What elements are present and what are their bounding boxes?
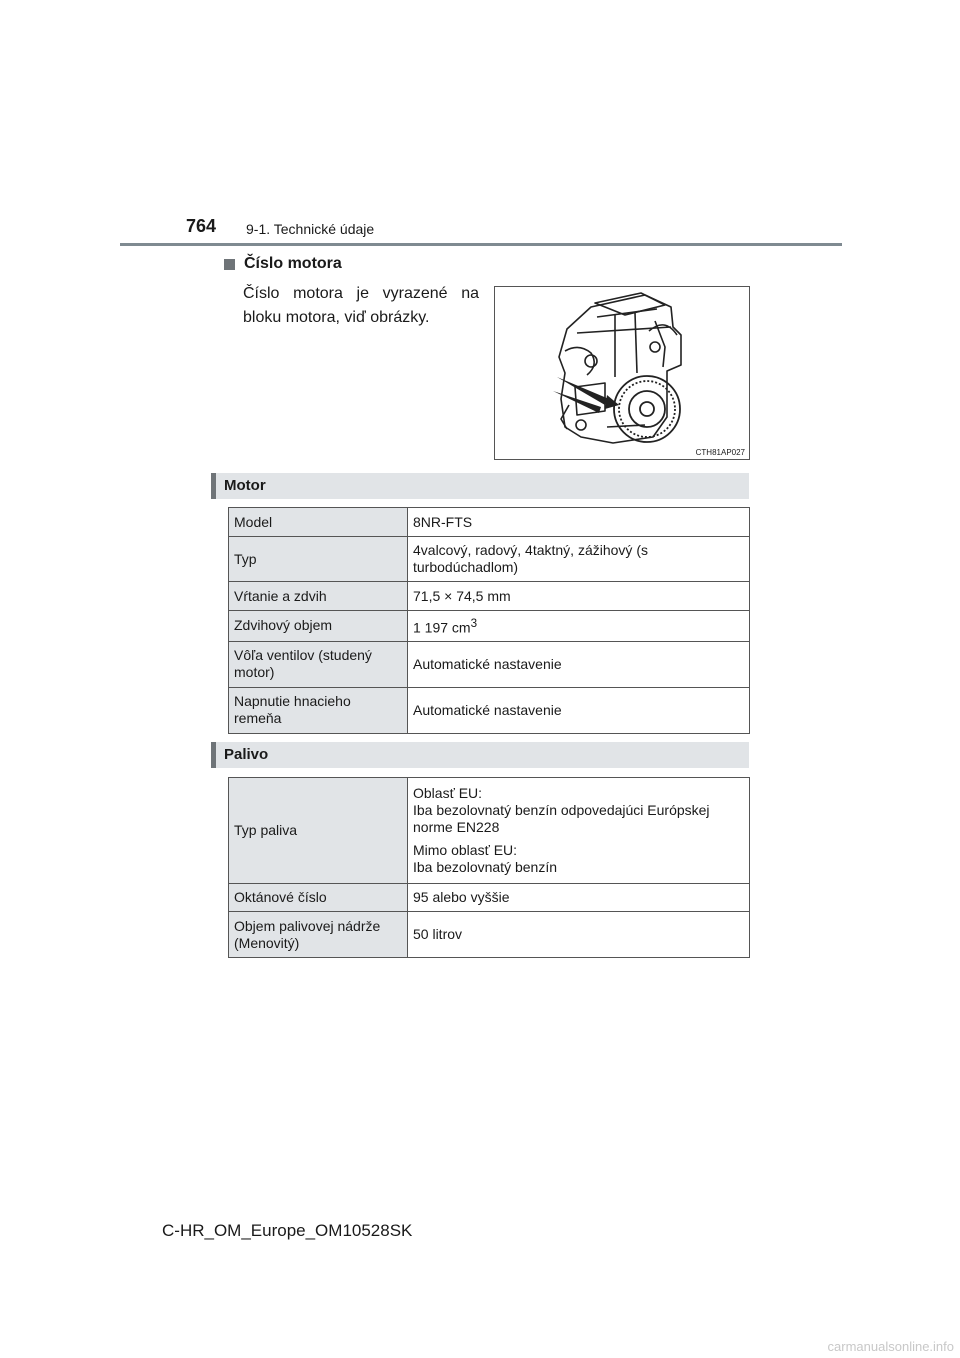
row-value: 95 alebo vyššie: [408, 884, 750, 912]
table-row: [229, 582, 750, 611]
motor-section-header: [211, 473, 749, 499]
row-label: Typ paliva: [229, 778, 408, 884]
table-row: [229, 641, 750, 687]
row-value: Automatické nastavenie: [408, 641, 750, 687]
row-value: [408, 611, 750, 642]
table-row: [229, 884, 750, 912]
bullet-square-icon: [224, 259, 235, 270]
row-label: Vôľa ventilov (studený motor): [229, 641, 408, 687]
footer-doc-code: C-HR_OM_Europe_OM10528SK: [162, 1221, 413, 1240]
fuel-table: [228, 777, 750, 958]
engine-number-text: Číslo motora je vyrazené na bloku motora, viď obrázky.: [243, 285, 479, 326]
row-label: Napnutie hnacieho remeňa: [229, 687, 408, 733]
figure-code: CTH81AP027: [695, 448, 745, 457]
engine-number-heading: [224, 255, 342, 273]
row-label: Vŕtanie a zdvih: [229, 582, 408, 611]
engine-figure: [494, 286, 750, 460]
motor-section-title: Motor: [224, 477, 266, 494]
row-label: Zdvihový objem: [229, 611, 408, 642]
fuel-section-header: [211, 742, 749, 768]
section-bar: [211, 742, 216, 768]
row-value: [408, 778, 750, 884]
engine-number-heading-text: Číslo motora: [244, 255, 342, 272]
region-label: Oblasť EU: Iba bezolovnatý benzín odpovedajúci Európskej norme EN228: [413, 785, 710, 835]
table-row: [229, 687, 750, 733]
motor-table: [228, 507, 750, 734]
row-value: 71,5 × 74,5 mm: [408, 582, 750, 611]
row-value: Automatické nastavenie: [408, 687, 750, 733]
engine-illustration-icon: [495, 287, 749, 459]
fuel-section-title: Palivo: [224, 746, 269, 763]
section-title: 9-1. Technické údaje: [246, 221, 375, 237]
row-label: Oktánové číslo: [229, 884, 408, 912]
row-value: 8NR-FTS: [408, 508, 750, 537]
header-rule: [120, 243, 842, 246]
watermark: carmanualsonline.info: [827, 1339, 954, 1354]
displacement-unit-exponent: 3: [470, 617, 478, 630]
section-bar: [211, 473, 216, 499]
page-number: 764: [186, 216, 217, 236]
row-value: 4valcový, radový, 4taktný, zážihový (s turbodúchadlom): [408, 537, 750, 582]
table-row: [229, 778, 750, 884]
table-row: [229, 537, 750, 582]
table-row: [229, 508, 750, 537]
displacement-value: 1 197 cm: [413, 619, 471, 636]
table-row: [229, 912, 750, 958]
row-label: Model: [229, 508, 408, 537]
row-label: Objem palivovej nádrže (Menovitý): [229, 912, 408, 958]
table-row: [229, 611, 750, 642]
row-label: Typ: [229, 537, 408, 582]
row-value: 50 litrov: [408, 912, 750, 958]
region-label: Mimo oblasť EU: Iba bezolovnatý benzín: [413, 842, 557, 875]
